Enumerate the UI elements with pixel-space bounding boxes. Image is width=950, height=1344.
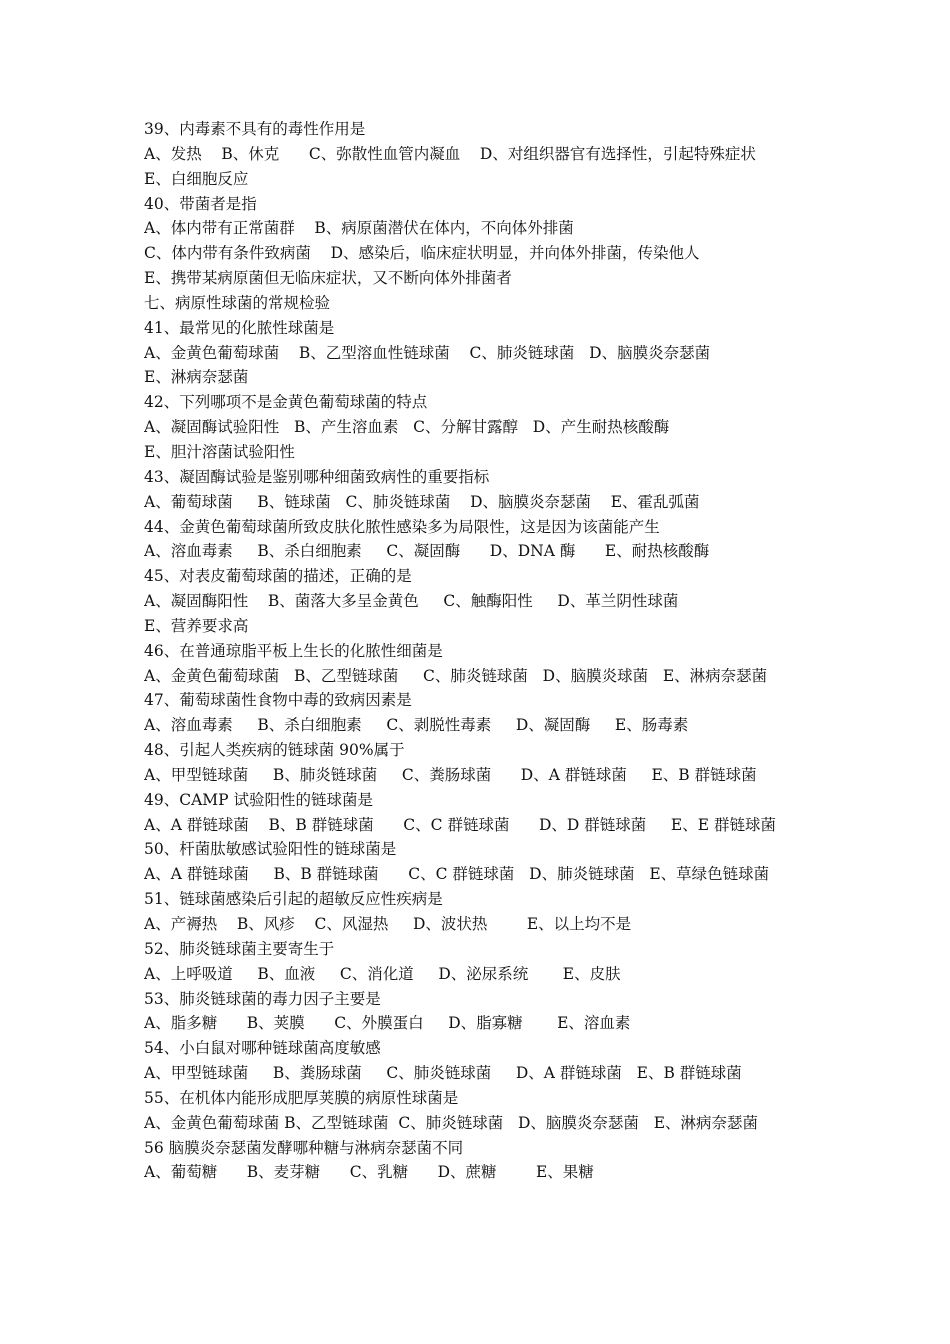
- text-line: 42、下列哪项不是金黄色葡萄球菌的特点: [144, 393, 428, 412]
- text-line: A、溶血毒素 B、杀白细胞素 C、凝固酶 D、DNA 酶 E、耐热核酸酶: [144, 542, 710, 561]
- text-line: 47、葡萄球菌性食物中毒的致病因素是: [144, 691, 412, 710]
- text-line: E、胆汁溶菌试验阳性: [144, 442, 295, 461]
- text-line: C、体内带有条件致病菌 D、感染后，临床症状明显，并向体外排菌，传染他人: [144, 244, 700, 263]
- text-line: A、凝固酶试验阳性 B、产生溶血素 C、分解甘露醇 D、产生耐热核酸酶: [144, 418, 670, 437]
- text-line: 50、杆菌肽敏感试验阳性的链球菌是: [144, 840, 397, 859]
- text-line: 51、链球菌感染后引起的超敏反应性疾病是: [144, 890, 443, 909]
- question-text-block: [144, 117, 824, 1185]
- text-line: E、淋病奈瑟菌: [144, 368, 249, 387]
- text-line: A、发热 B、休克 C、弥散性血管内凝血 D、对组织器官有选择性，引起特殊症状: [144, 144, 756, 163]
- text-line: A、凝固酶阳性 B、菌落大多呈金黄色 C、触酶阳性 D、革兰阴性球菌: [144, 592, 679, 611]
- text-line: 49、CAMP 试验阳性的链球菌是: [144, 790, 374, 809]
- text-line: 55、在机体内能形成肥厚荚膜的病原性球菌是: [144, 1088, 459, 1107]
- text-line: E、携带某病原菌但无临床症状，又不断向体外排菌者: [144, 269, 512, 288]
- text-line: A、产褥热 B、风疹 C、风湿热 D、波状热 E、以上均不是: [144, 915, 632, 933]
- text-line: A、葡萄糖 B、麦芽糖 C、乳糖 D、蔗糖 E、果糖: [144, 1163, 594, 1182]
- text-line: E、白细胞反应: [144, 169, 249, 188]
- text-line: 45、对表皮葡萄球菌的描述，正确的是: [144, 567, 412, 586]
- text-line: A、甲型链球菌 B、粪肠球菌 C、肺炎链球菌 D、A 群链球菌 E、B 群链球菌: [144, 1064, 742, 1083]
- text-line: A、金黄色葡萄球菌 B、乙型链球菌 C、肺炎链球菌 D、脑膜炎奈瑟菌 E、淋病奈瑟菌: [144, 1113, 759, 1132]
- text-line: A、溶血毒素 B、杀白细胞素 C、剥脱性毒素 D、凝固酶 E、肠毒素: [144, 716, 689, 735]
- text-line: 43、凝固酶试验是鉴别哪种细菌致病性的重要指标: [144, 467, 490, 486]
- text-line: A、A 群链球菌 B、B 群链球菌 C、C 群链球菌 D、肺炎链球菌 E、草绿色链球菌: [144, 865, 770, 884]
- text-line: A、甲型链球菌 B、肺炎链球菌 C、粪肠球菌 D、A 群链球菌 E、B 群链球菌: [144, 765, 757, 784]
- text-line: A、体内带有正常菌群 B、病原菌潜伏在体内，不向体外排菌: [144, 219, 574, 238]
- text-line: 54、小白鼠对哪种链球菌高度敏感: [144, 1039, 381, 1058]
- text-line: 40、带菌者是指: [144, 194, 257, 213]
- text-line: A、脂多糖 B、荚膜 C、外膜蛋白 D、脂寡糖 E、溶血素: [144, 1014, 631, 1033]
- text-line: A、金黄色葡萄球菌 B、乙型链球菌 C、肺炎链球菌 D、脑膜炎球菌 E、淋病奈瑟菌: [144, 666, 768, 685]
- text-line: A、A 群链球菌 B、B 群链球菌 C、C 群链球菌 D、D 群链球菌 E、E 群链球菌: [144, 815, 776, 834]
- text-line: A、金黄色葡萄球菌 B、乙型溶血性链球菌 C、肺炎链球菌 D、脑膜炎奈瑟菌: [144, 343, 711, 362]
- text-line: E、营养要求高: [144, 616, 249, 635]
- text-line: 53、肺炎链球菌的毒力因子主要是: [144, 989, 381, 1008]
- text-line: 41、最常见的化脓性球菌是: [144, 318, 335, 337]
- text-line: A、葡萄球菌 B、链球菌 C、肺炎链球菌 D、脑膜炎奈瑟菌 E、霍乱弧菌: [144, 492, 700, 511]
- text-line: 46、在普通琼脂平板上生长的化脓性细菌是: [144, 641, 443, 660]
- text-line: 39、内毒素不具有的毒性作用是: [144, 120, 366, 138]
- text-line: 56 脑膜炎奈瑟菌发酵哪种糖与淋病奈瑟菌不同: [144, 1138, 464, 1157]
- text-line: 52、肺炎链球菌主要寄生于: [144, 939, 335, 958]
- text-line: 七、病原性球菌的常规检验: [144, 293, 331, 312]
- text-line: 44、金黄色葡萄球菌所致皮肤化脓性感染多为局限性，这是因为该菌能产生: [144, 517, 660, 536]
- text-line: 48、引起人类疾病的链球菌 90%属于: [144, 741, 405, 760]
- text-line: A、上呼吸道 B、血液 C、消化道 D、泌尿系统 E、皮肤: [144, 964, 621, 983]
